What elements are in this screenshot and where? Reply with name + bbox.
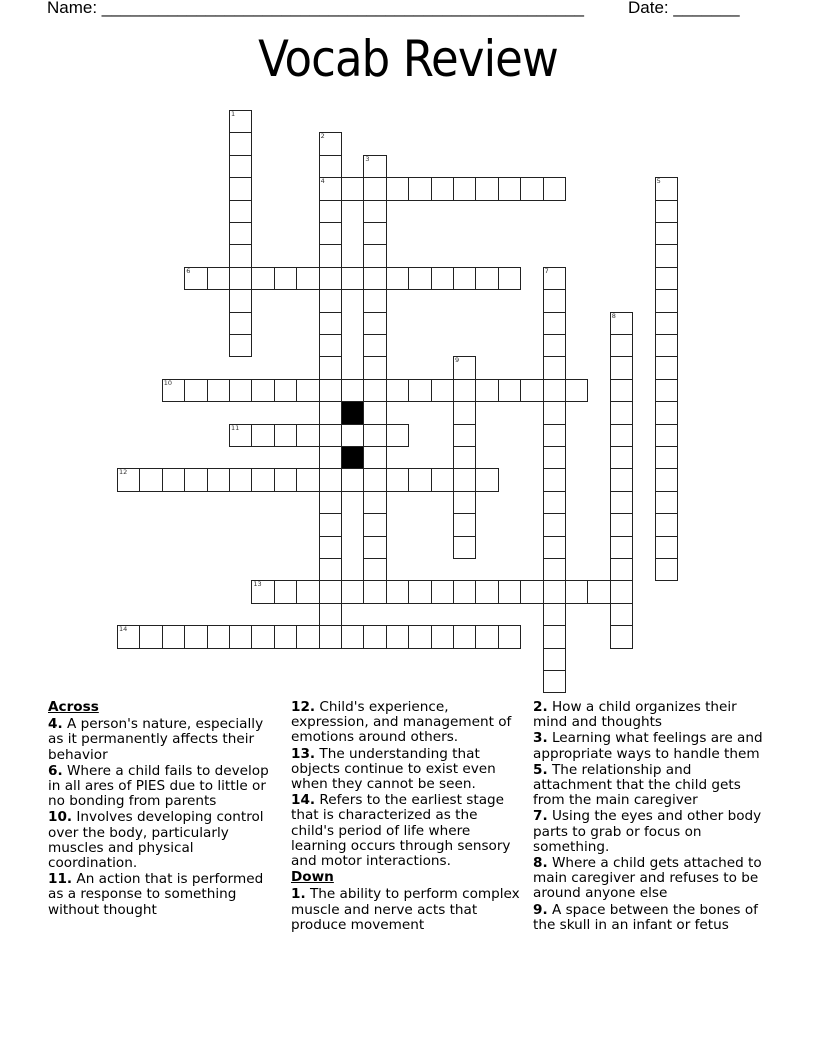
grid-cell[interactable] bbox=[139, 625, 162, 648]
clue-text: Refers to the earliest stage that is characterized as the child's period of life where learning occurs through sensory and motor interactions. bbox=[291, 792, 511, 870]
black-cell bbox=[341, 446, 364, 469]
grid-cell[interactable] bbox=[319, 401, 342, 424]
clue-text: Where a child gets attached to main caregiver and refuses to be around anyone else bbox=[533, 855, 762, 902]
grid-cell[interactable] bbox=[319, 513, 342, 536]
grid-cell[interactable] bbox=[229, 132, 252, 155]
grid-cell[interactable] bbox=[453, 267, 476, 290]
down-heading: Down bbox=[291, 869, 334, 886]
grid-cell[interactable] bbox=[655, 491, 678, 514]
clue-across-6 bbox=[48, 764, 280, 810]
grid-cell[interactable] bbox=[655, 334, 678, 357]
grid-cell[interactable] bbox=[610, 513, 633, 536]
clue-text: The relationship and attachment that the child gets from the main caregiver bbox=[533, 761, 741, 809]
grid-cell[interactable] bbox=[475, 580, 498, 603]
grid-cell[interactable] bbox=[117, 625, 140, 648]
grid-cell[interactable] bbox=[610, 446, 633, 469]
grid-cell[interactable] bbox=[610, 334, 633, 357]
grid-cell[interactable] bbox=[610, 424, 633, 447]
clues-column-2 bbox=[291, 700, 523, 934]
grid-cell[interactable] bbox=[363, 536, 386, 559]
grid-cell[interactable] bbox=[274, 267, 297, 290]
grid-cell[interactable] bbox=[655, 267, 678, 290]
grid-cell[interactable] bbox=[274, 580, 297, 603]
grid-cell[interactable] bbox=[386, 379, 409, 402]
grid-cell[interactable] bbox=[386, 580, 409, 603]
clue-text: How a child organizes their mind and thoughts bbox=[533, 699, 737, 731]
date-field-label: Date: _______ bbox=[628, 0, 740, 17]
cell-number: 14 bbox=[119, 625, 128, 634]
grid-cell[interactable] bbox=[408, 177, 431, 200]
clue-across-13 bbox=[291, 747, 523, 793]
grid-cell[interactable] bbox=[543, 312, 566, 335]
clues-column-1 bbox=[48, 700, 280, 919]
grid-cell[interactable] bbox=[498, 177, 521, 200]
grid-cell[interactable] bbox=[296, 424, 319, 447]
grid-cell[interactable] bbox=[655, 356, 678, 379]
grid-cell[interactable] bbox=[543, 334, 566, 357]
grid-cell[interactable] bbox=[453, 356, 476, 379]
grid-cell[interactable] bbox=[655, 536, 678, 559]
grid-cell[interactable] bbox=[453, 379, 476, 402]
grid-cell[interactable] bbox=[565, 379, 588, 402]
clues-column-3 bbox=[533, 700, 765, 934]
clue-text: Where a child fails to develop in all ares of PIES due to little or no bonding from parents bbox=[48, 762, 269, 810]
grid-cell[interactable] bbox=[162, 625, 185, 648]
grid-cell[interactable] bbox=[363, 267, 386, 290]
grid-cell[interactable] bbox=[341, 379, 364, 402]
clue-number: 9. bbox=[533, 901, 548, 918]
grid-cell[interactable] bbox=[251, 424, 274, 447]
grid-cell[interactable] bbox=[475, 379, 498, 402]
grid-cell[interactable] bbox=[655, 513, 678, 536]
clue-text: The ability to perform complex muscle and nerve acts that produce movement bbox=[291, 886, 520, 933]
clue-down-8 bbox=[533, 856, 765, 902]
clue-number: 5. bbox=[533, 761, 548, 778]
grid-cell[interactable] bbox=[386, 468, 409, 491]
grid-cell[interactable] bbox=[543, 401, 566, 424]
grid-cell[interactable] bbox=[251, 267, 274, 290]
clue-down-2 bbox=[533, 700, 765, 730]
clue-number: 4. bbox=[48, 716, 63, 733]
grid-cell[interactable] bbox=[117, 468, 140, 491]
grid-cell[interactable] bbox=[431, 379, 454, 402]
grid-cell[interactable] bbox=[543, 446, 566, 469]
grid-cell[interactable] bbox=[251, 580, 274, 603]
grid-cell[interactable] bbox=[319, 536, 342, 559]
clue-text: A person's nature, especially as it permanently affects their behavior bbox=[48, 716, 264, 763]
grid-cell[interactable] bbox=[319, 267, 342, 290]
grid-cell[interactable] bbox=[543, 289, 566, 312]
grid-cell[interactable] bbox=[184, 625, 207, 648]
grid-cell[interactable] bbox=[363, 401, 386, 424]
grid-cell[interactable] bbox=[543, 670, 566, 693]
grid-cell[interactable] bbox=[543, 536, 566, 559]
grid-cell[interactable] bbox=[229, 244, 252, 267]
grid-cell[interactable] bbox=[386, 177, 409, 200]
grid-cell[interactable] bbox=[319, 580, 342, 603]
grid-cell[interactable] bbox=[184, 267, 207, 290]
grid-cell[interactable] bbox=[363, 356, 386, 379]
grid-cell[interactable] bbox=[655, 312, 678, 335]
grid-cell[interactable] bbox=[296, 468, 319, 491]
grid-cell[interactable] bbox=[431, 267, 454, 290]
across-heading: Across bbox=[48, 699, 99, 715]
grid-cell[interactable] bbox=[610, 379, 633, 402]
grid-cell[interactable] bbox=[610, 603, 633, 626]
grid-cell[interactable] bbox=[162, 379, 185, 402]
grid-cell[interactable] bbox=[655, 424, 678, 447]
grid-cell[interactable] bbox=[543, 603, 566, 626]
grid-cell[interactable] bbox=[610, 536, 633, 559]
grid-cell[interactable] bbox=[341, 424, 364, 447]
grid-cell[interactable] bbox=[431, 177, 454, 200]
grid-cell[interactable] bbox=[229, 200, 252, 223]
grid-cell[interactable] bbox=[319, 244, 342, 267]
grid-cell[interactable] bbox=[363, 334, 386, 357]
grid-cell[interactable] bbox=[543, 558, 566, 581]
grid-cell[interactable] bbox=[363, 580, 386, 603]
grid-cell[interactable] bbox=[139, 468, 162, 491]
clue-down-5 bbox=[533, 763, 765, 809]
grid-cell[interactable] bbox=[610, 558, 633, 581]
cell-number: 8 bbox=[611, 311, 616, 320]
cell-number: 3 bbox=[365, 154, 370, 163]
grid-cell[interactable] bbox=[453, 491, 476, 514]
grid-cell[interactable] bbox=[319, 603, 342, 626]
grid-cell[interactable] bbox=[363, 312, 386, 335]
grid-cell[interactable] bbox=[319, 222, 342, 245]
grid-cell[interactable] bbox=[655, 177, 678, 200]
grid-cell[interactable] bbox=[319, 625, 342, 648]
cell-number: 5 bbox=[656, 177, 661, 186]
grid-cell[interactable] bbox=[386, 424, 409, 447]
grid-cell[interactable] bbox=[363, 625, 386, 648]
grid-cell[interactable] bbox=[319, 424, 342, 447]
grid-cell[interactable] bbox=[319, 446, 342, 469]
grid-cell[interactable] bbox=[543, 648, 566, 671]
grid-cell[interactable] bbox=[363, 244, 386, 267]
grid-cell[interactable] bbox=[319, 356, 342, 379]
clue-number: 7. bbox=[533, 808, 548, 825]
grid-cell[interactable] bbox=[363, 468, 386, 491]
clue-number: 6. bbox=[48, 762, 63, 779]
grid-cell[interactable] bbox=[453, 401, 476, 424]
grid-cell[interactable] bbox=[587, 580, 610, 603]
grid-cell[interactable] bbox=[655, 401, 678, 424]
grid-cell[interactable] bbox=[610, 625, 633, 648]
grid-cell[interactable] bbox=[453, 446, 476, 469]
crossword-grid bbox=[117, 110, 677, 693]
grid-cell[interactable] bbox=[363, 558, 386, 581]
grid-cell[interactable] bbox=[386, 625, 409, 648]
grid-cell[interactable] bbox=[610, 312, 633, 335]
clue-text: An action that is performed as a response to something without thought bbox=[48, 871, 264, 918]
grid-cell[interactable] bbox=[363, 446, 386, 469]
grid-cell[interactable] bbox=[319, 155, 342, 178]
grid-cell[interactable] bbox=[453, 625, 476, 648]
cell-number: 7 bbox=[544, 266, 549, 275]
grid-cell[interactable] bbox=[229, 625, 252, 648]
clue-text: Child's experience, expression, and management of emotions around others. bbox=[291, 699, 512, 746]
grid-cell[interactable] bbox=[655, 468, 678, 491]
grid-cell[interactable] bbox=[229, 379, 252, 402]
grid-cell[interactable] bbox=[498, 625, 521, 648]
grid-cell[interactable] bbox=[296, 267, 319, 290]
grid-cell[interactable] bbox=[319, 491, 342, 514]
grid-cell[interactable] bbox=[498, 379, 521, 402]
grid-cell[interactable] bbox=[363, 200, 386, 223]
grid-cell[interactable] bbox=[408, 267, 431, 290]
grid-cell[interactable] bbox=[229, 110, 252, 133]
grid-cell[interactable] bbox=[453, 580, 476, 603]
grid-cell[interactable] bbox=[431, 580, 454, 603]
grid-cell[interactable] bbox=[319, 558, 342, 581]
clue-across-11 bbox=[48, 872, 280, 918]
grid-cell[interactable] bbox=[274, 468, 297, 491]
grid-cell[interactable] bbox=[475, 177, 498, 200]
grid-cell[interactable] bbox=[431, 468, 454, 491]
grid-cell[interactable] bbox=[543, 625, 566, 648]
grid-cell[interactable] bbox=[274, 379, 297, 402]
grid-cell[interactable] bbox=[431, 625, 454, 648]
grid-cell[interactable] bbox=[363, 155, 386, 178]
grid-cell[interactable] bbox=[475, 625, 498, 648]
cell-number: 9 bbox=[455, 356, 460, 365]
clue-text: A space between the bones of the skull in an infant or fetus bbox=[533, 901, 758, 933]
grid-cell[interactable] bbox=[319, 289, 342, 312]
grid-cell[interactable] bbox=[184, 468, 207, 491]
cell-number: 2 bbox=[320, 132, 325, 141]
clue-text: Using the eyes and other body parts to grab or focus on something. bbox=[533, 808, 762, 855]
grid-cell[interactable] bbox=[341, 580, 364, 603]
grid-cell[interactable] bbox=[207, 625, 230, 648]
grid-cell[interactable] bbox=[610, 580, 633, 603]
cell-number: 6 bbox=[186, 266, 191, 275]
grid-cell[interactable] bbox=[341, 625, 364, 648]
grid-cell[interactable] bbox=[207, 379, 230, 402]
grid-cell[interactable] bbox=[453, 536, 476, 559]
grid-cell[interactable] bbox=[655, 446, 678, 469]
black-cell bbox=[341, 401, 364, 424]
grid-cell[interactable] bbox=[655, 379, 678, 402]
grid-cell[interactable] bbox=[207, 267, 230, 290]
clue-number: 11. bbox=[48, 871, 73, 888]
grid-cell[interactable] bbox=[610, 356, 633, 379]
grid-cell[interactable] bbox=[408, 379, 431, 402]
grid-cell[interactable] bbox=[207, 468, 230, 491]
cell-number: 10 bbox=[163, 378, 173, 387]
grid-cell[interactable] bbox=[229, 177, 252, 200]
grid-cell[interactable] bbox=[341, 267, 364, 290]
grid-cell[interactable] bbox=[655, 558, 678, 581]
grid-cell[interactable] bbox=[229, 468, 252, 491]
clue-across-12 bbox=[291, 700, 523, 746]
clue-number: 14. bbox=[291, 792, 316, 809]
grid-cell[interactable] bbox=[251, 625, 274, 648]
name-field-label: Name: ___________________________________________________ bbox=[47, 0, 584, 17]
grid-cell[interactable] bbox=[610, 401, 633, 424]
grid-cell[interactable] bbox=[655, 222, 678, 245]
grid-cell[interactable] bbox=[610, 468, 633, 491]
clue-across-10 bbox=[48, 810, 280, 871]
grid-cell[interactable] bbox=[229, 424, 252, 447]
grid-cell[interactable] bbox=[565, 580, 588, 603]
clue-number: 13. bbox=[291, 745, 316, 762]
grid-cell[interactable] bbox=[274, 625, 297, 648]
grid-cell[interactable] bbox=[453, 468, 476, 491]
clue-number: 1. bbox=[291, 886, 306, 903]
grid-cell[interactable] bbox=[363, 379, 386, 402]
grid-cell[interactable] bbox=[319, 334, 342, 357]
grid-cell[interactable] bbox=[543, 424, 566, 447]
grid-cell[interactable] bbox=[610, 491, 633, 514]
grid-cell[interactable] bbox=[229, 334, 252, 357]
clue-text: Involves developing control over the body, particularly muscles and physical coordination. bbox=[48, 809, 264, 872]
grid-cell[interactable] bbox=[319, 312, 342, 335]
grid-cell[interactable] bbox=[251, 468, 274, 491]
grid-cell[interactable] bbox=[184, 379, 207, 402]
grid-cell[interactable] bbox=[655, 200, 678, 223]
clue-down-1 bbox=[291, 887, 523, 933]
clue-across-14 bbox=[291, 793, 523, 869]
clue-number: 2. bbox=[533, 699, 548, 715]
grid-cell[interactable] bbox=[229, 289, 252, 312]
grid-cell[interactable] bbox=[655, 244, 678, 267]
page-title: Vocab Review bbox=[258, 30, 558, 88]
grid-cell[interactable] bbox=[319, 379, 342, 402]
grid-cell[interactable] bbox=[453, 424, 476, 447]
grid-cell[interactable] bbox=[543, 491, 566, 514]
cell-number: 4 bbox=[320, 177, 325, 186]
grid-cell[interactable] bbox=[319, 200, 342, 223]
grid-cell[interactable] bbox=[543, 267, 566, 290]
cell-number: 1 bbox=[231, 110, 236, 118]
grid-cell[interactable] bbox=[363, 289, 386, 312]
grid-cell[interactable] bbox=[543, 177, 566, 200]
grid-cell[interactable] bbox=[319, 468, 342, 491]
grid-cell[interactable] bbox=[475, 468, 498, 491]
grid-cell[interactable] bbox=[363, 424, 386, 447]
grid-cell[interactable] bbox=[363, 491, 386, 514]
grid-cell[interactable] bbox=[408, 468, 431, 491]
grid-cell[interactable] bbox=[543, 580, 566, 603]
grid-cell[interactable] bbox=[341, 468, 364, 491]
grid-cell[interactable] bbox=[363, 513, 386, 536]
clue-text: Learning what feelings are and appropriate ways to handle them bbox=[533, 730, 763, 762]
clue-number: 12. bbox=[291, 699, 316, 715]
cell-number: 12 bbox=[119, 468, 128, 477]
grid-cell[interactable] bbox=[341, 177, 364, 200]
grid-cell[interactable] bbox=[520, 580, 543, 603]
grid-cell[interactable] bbox=[319, 177, 342, 200]
clue-number: 8. bbox=[533, 855, 548, 872]
grid-cell[interactable] bbox=[543, 379, 566, 402]
grid-cell[interactable] bbox=[229, 222, 252, 245]
grid-cell[interactable] bbox=[475, 267, 498, 290]
grid-cell[interactable] bbox=[251, 379, 274, 402]
grid-cell[interactable] bbox=[453, 177, 476, 200]
clue-number: 10. bbox=[48, 809, 73, 826]
clue-down-9 bbox=[533, 903, 765, 933]
grid-cell[interactable] bbox=[408, 580, 431, 603]
grid-cell[interactable] bbox=[162, 468, 185, 491]
grid-cell[interactable] bbox=[498, 267, 521, 290]
grid-cell[interactable] bbox=[386, 267, 409, 290]
grid-cell[interactable] bbox=[543, 356, 566, 379]
cell-number: 11 bbox=[231, 423, 240, 432]
grid-cell[interactable] bbox=[453, 513, 476, 536]
grid-cell[interactable] bbox=[408, 625, 431, 648]
clue-text: The understanding that objects continue to exist even when they cannot be seen. bbox=[291, 745, 496, 793]
clue-down-7 bbox=[533, 809, 765, 855]
grid-cell[interactable] bbox=[296, 625, 319, 648]
grid-cell[interactable] bbox=[319, 132, 342, 155]
grid-cell[interactable] bbox=[363, 222, 386, 245]
grid-cell[interactable] bbox=[520, 379, 543, 402]
cell-number: 13 bbox=[253, 580, 262, 589]
grid-cell[interactable] bbox=[296, 580, 319, 603]
grid-cell[interactable] bbox=[655, 289, 678, 312]
grid-cell[interactable] bbox=[274, 424, 297, 447]
clue-across-4 bbox=[48, 717, 280, 763]
grid-cell[interactable] bbox=[229, 267, 252, 290]
grid-cell[interactable] bbox=[229, 312, 252, 335]
clue-down-3 bbox=[533, 731, 765, 761]
clue-number: 3. bbox=[533, 730, 548, 747]
grid-cell[interactable] bbox=[363, 177, 386, 200]
grid-cell[interactable] bbox=[543, 468, 566, 491]
grid-cell[interactable] bbox=[520, 177, 543, 200]
grid-cell[interactable] bbox=[229, 155, 252, 178]
grid-cell[interactable] bbox=[296, 379, 319, 402]
grid-cell[interactable] bbox=[543, 513, 566, 536]
grid-cell[interactable] bbox=[498, 580, 521, 603]
